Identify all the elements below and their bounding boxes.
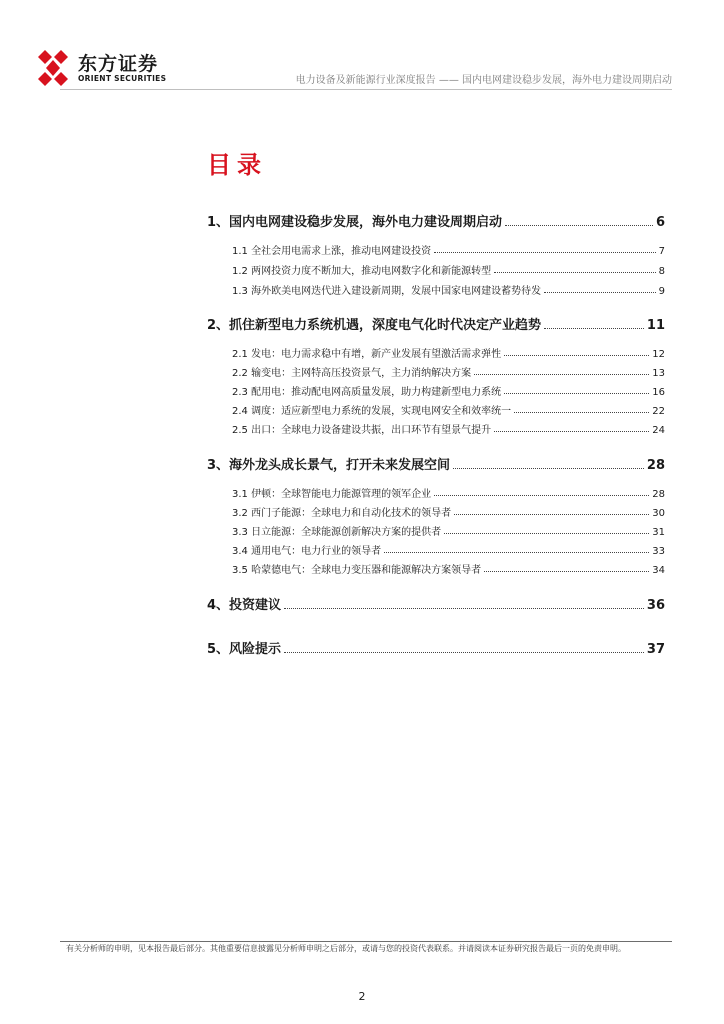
toc-entry-page: 8 [658,266,665,277]
toc-entry-label: 1.2 两网投资力度不断加大，推动电网数字化和新能源转型 [232,266,492,277]
toc-entry-page: 28 [646,458,665,473]
brand-name-en: ORIENT SECURITIES [78,74,167,83]
toc-entry-label: 1、国内电网建设稳步发展，海外电力建设周期启动 [207,215,503,230]
dot-leader [484,570,649,572]
footer-divider [60,941,672,942]
toc-entry-2-4[interactable] [232,402,665,417]
dot-leader [454,513,649,515]
toc-entry-page: 28 [652,489,665,500]
toc-entry-4[interactable] [207,594,665,613]
toc-entry-page: 7 [658,246,665,257]
toc-entry-page: 30 [652,508,665,519]
page-number: 2 [358,990,366,1003]
toc-entry-label: 2.1 发电：电力需求稳中有增，新产业发展有望激活需求弹性 [232,349,502,360]
brand-name-cn: 东方证券 [78,53,159,75]
dot-leader [504,354,649,356]
dot-leader [514,411,649,413]
dot-leader [505,224,653,226]
dot-leader [284,651,644,653]
dot-leader [434,494,649,496]
toc-entry-label: 2.3 配用电：推动配电网高质量发展，助力构建新型电力系统 [232,387,502,398]
toc-entry-2-1[interactable] [232,345,665,360]
toc-heading: 目录 [207,151,267,179]
toc-entry-label: 3.4 通用电气：电力行业的领导者 [232,546,382,557]
toc-entry-label: 3.2 西门子能源：全球电力和自动化技术的领导者 [232,508,452,519]
dot-leader [384,551,649,553]
dot-leader [494,271,656,273]
dot-leader [284,607,644,609]
toc-entry-3-4[interactable] [232,542,665,557]
toc-entry-page: 31 [652,527,665,538]
toc-entry-page: 12 [652,349,665,360]
toc-entry-page: 24 [652,425,665,436]
toc-entry-label: 5、风险提示 [207,642,282,657]
toc-entry-3[interactable] [207,454,665,473]
toc-entry-2-3[interactable] [232,383,665,398]
toc-entry-3-5[interactable] [232,561,665,576]
dot-leader [444,532,649,534]
toc-entry-label: 2.2 输变电：主网特高压投资景气，主力消纳解决方案 [232,368,472,379]
toc-entry-1-3[interactable] [232,282,665,297]
toc-entry-page: 16 [652,387,665,398]
toc-entry-3-1[interactable] [232,485,665,500]
toc-entry-label: 4、投资建议 [207,598,282,613]
toc-entry-label: 3.5 哈蒙德电气：全球电力变压器和能源解决方案领导者 [232,565,482,576]
dot-leader [544,291,656,293]
toc-entry-page: 13 [652,368,665,379]
toc-entry-page: 37 [646,642,665,657]
dot-leader [504,392,649,394]
toc-entry-page: 6 [655,215,665,230]
toc-entry-1-2[interactable] [232,262,665,277]
toc-entry-label: 1.3 海外欧美电网迭代进入建设新周期，发展中国家电网建设蓄势待发 [232,286,542,297]
page-header [0,0,724,96]
toc-entry-label: 3.3 日立能源：全球能源创新解决方案的提供者 [232,527,442,538]
toc-entry-1[interactable] [207,211,665,230]
toc-entry-page: 22 [652,406,665,417]
disclaimer-text: 有关分析师的申明，见本报告最后部分。其他重要信息披露见分析师申明之后部分，或请与您的投资代表联系。并请阅读本证券研究报告最后一页的免责申明。 [66,944,626,953]
toc-entry-2[interactable] [207,314,665,333]
toc-entry-page: 9 [658,286,665,297]
toc-entry-label: 1.1 全社会用电需求上涨，推动电网建设投资 [232,246,432,257]
dot-leader [474,373,649,375]
orient-securities-logo-icon [33,48,73,88]
toc-entry-label: 3、海外龙头成长景气，打开未来发展空间 [207,458,451,473]
toc-entry-label: 3.1 伊顿：全球智能电力能源管理的领军企业 [232,489,432,500]
toc-entry-2-5[interactable] [232,421,665,436]
toc-entry-label: 2.4 调度：适应新型电力系统的发展，实现电网安全和效率统一 [232,406,512,417]
toc-entry-3-2[interactable] [232,504,665,519]
toc-entry-page: 36 [646,598,665,613]
dot-leader [494,430,649,432]
report-title: 电力设备及新能源行业深度报告 —— 国内电网建设稳步发展，海外电力建设周期启动 [295,75,672,86]
dot-leader [434,251,656,253]
dot-leader [453,467,644,469]
toc-entry-label: 2、抓住新型电力系统机遇，深度电气化时代决定产业趋势 [207,318,542,333]
toc-entry-1-1[interactable] [232,242,665,257]
toc-entry-page: 34 [652,565,665,576]
dot-leader [544,327,644,329]
header-divider [60,89,672,90]
toc-entry-page: 11 [646,318,665,333]
toc-entry-label: 2.5 出口：全球电力设备建设共振，出口环节有望景气提升 [232,425,492,436]
toc-entry-2-2[interactable] [232,364,665,379]
toc-entry-5[interactable] [207,638,665,657]
toc-entry-3-3[interactable] [232,523,665,538]
toc-entry-page: 33 [652,546,665,557]
